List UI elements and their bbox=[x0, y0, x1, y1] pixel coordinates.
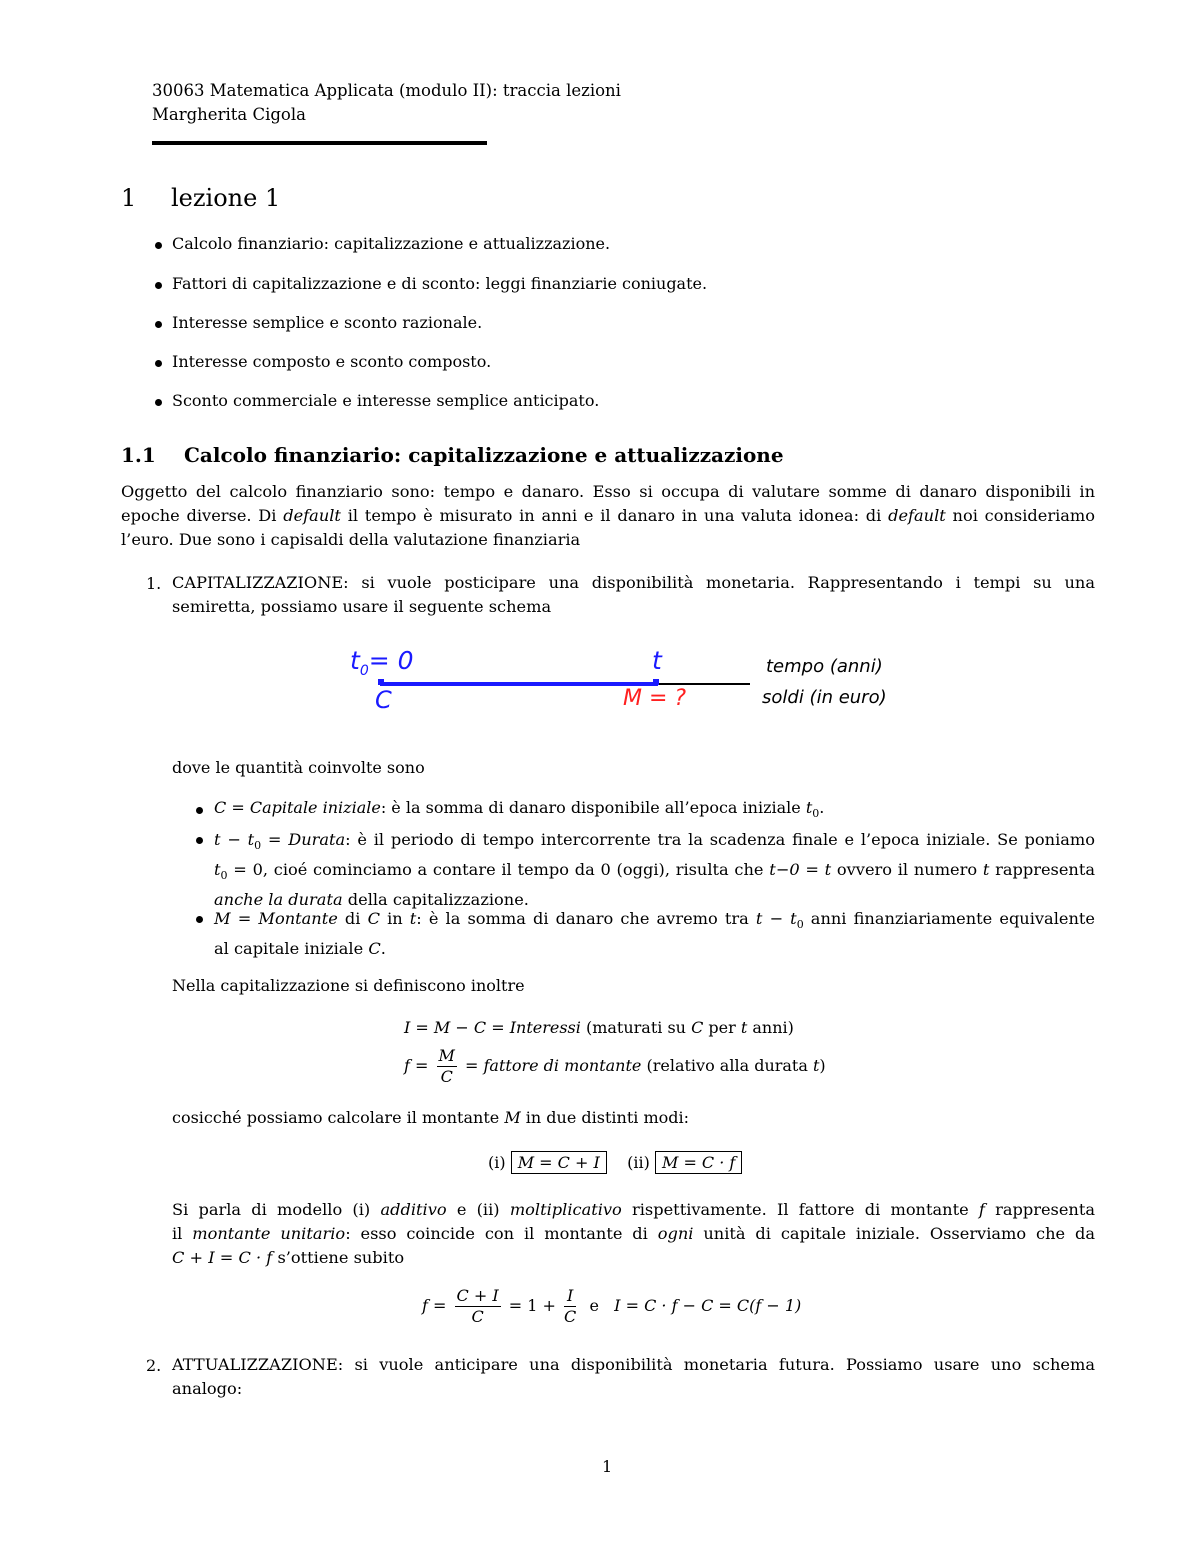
interest-equation: I = M − C = Interessi (maturati su C per t anni) bbox=[404, 1018, 794, 1037]
bullet-icon bbox=[155, 360, 162, 367]
factor-equation: f = $\frac{M}{C}$ = fattore di montante (relativo alla durata t) bbox=[404, 1046, 826, 1086]
subsection-number: 1.1 bbox=[121, 443, 156, 467]
additive-model-box: M = C + I bbox=[511, 1151, 607, 1174]
subsection-title: Calcolo finanziario: capitalizzazione e attualizzazione bbox=[184, 443, 784, 467]
bullet-icon bbox=[196, 837, 203, 844]
end-point bbox=[653, 679, 659, 685]
models-paragraph: Si parla di modello (i) additivo e (ii) moltiplicativo rispettivamente. Il fattore di montante f rappresenta il montante unitario: esso coincide con il montante di ogni unità di capitale iniziale. Osserviamo che da C + I = C · f s’ottiene subito bbox=[172, 1200, 1095, 1267]
item-number: 1. bbox=[146, 574, 162, 593]
money-caption: soldi (in euro) bbox=[762, 687, 887, 708]
list-item: Fattori di capitalizzazione e di sconto: leggi finanziarie coniugate. bbox=[172, 274, 708, 293]
course-header: 30063 Matematica Applicata (modulo II): traccia lezioni bbox=[152, 81, 621, 100]
item-line: analogo: bbox=[172, 1379, 243, 1398]
author-header: Margherita Cigola bbox=[152, 105, 306, 124]
bullet-icon bbox=[196, 807, 203, 814]
multiplicative-model-box: M = C · f bbox=[655, 1151, 742, 1174]
header-rule bbox=[152, 141, 487, 145]
bullet-icon bbox=[155, 242, 162, 249]
bullet-icon bbox=[196, 916, 203, 923]
montante-label: M = ? bbox=[623, 686, 687, 711]
bullet-icon bbox=[155, 321, 162, 328]
item-line: CAPITALIZZAZIONE: si vuole posticipare una disponibilità monetaria. Rappresentando i tempi su una bbox=[172, 573, 1095, 592]
section-title: lezione 1 bbox=[171, 184, 281, 212]
factor-derivation-equation: f = $\frac{C + I}{C}$ = 1 + $\frac{I}{C}$ e I = C · f − C = C(f − 1) bbox=[422, 1286, 802, 1326]
t0-label: $t_0= 0$ bbox=[350, 646, 414, 679]
duration-definition: $t - t_0$ = Durata: è il periodo di tempo intercorrente tra la scadenza finale e l’epoca iniziale. Se poniamo $t_0 = 0$, cioé cominciamo a contare il tempo da 0 (oggi), risulta che t−0 = t ovvero il numero t rappresenta anche la durata della capitalizzazione. bbox=[214, 830, 1095, 910]
list-item: Sconto commerciale e interesse semplice anticipato. bbox=[172, 391, 600, 410]
section-number: 1 bbox=[121, 184, 137, 212]
page-number: 1 bbox=[602, 1457, 613, 1476]
item-number: 2. bbox=[146, 1356, 162, 1375]
item-line: ATTUALIZZAZIONE: si vuole anticipare una disponibilità monetaria futura. Possiamo usare uno schema bbox=[172, 1355, 1095, 1374]
bullet-icon bbox=[155, 399, 162, 406]
montante-definition: M = Montante di C in t: è la somma di danaro che avremo tra $t - t_0$ anni finanziariamente equivalente al capitale iniziale C. bbox=[214, 909, 1095, 959]
models-row: (i) M = C + I (ii) M = C · f bbox=[488, 1151, 742, 1174]
intro-paragraph bbox=[121, 480, 1095, 552]
time-caption: tempo (anni) bbox=[766, 656, 883, 677]
intro-line: Oggetto del calcolo finanziario sono: tempo e danaro. Esso si occupa di valutare somme di danaro disponibili in bbox=[121, 482, 1095, 501]
list-item: Calcolo finanziario: capitalizzazione e attualizzazione. bbox=[172, 234, 611, 253]
t-label: t bbox=[652, 646, 662, 675]
start-point bbox=[378, 679, 384, 685]
bullet-icon bbox=[155, 282, 162, 289]
capital-definition: C = Capitale iniziale: è la somma di danaro disponibile all’epoca iniziale $t_0$. bbox=[214, 798, 825, 821]
capital-label: C bbox=[375, 686, 392, 714]
item-paragraph bbox=[172, 571, 1095, 619]
list-item: Interesse composto e sconto composto. bbox=[172, 352, 492, 371]
definitions-intro: Nella capitalizzazione si definiscono inoltre bbox=[172, 976, 525, 995]
item-paragraph bbox=[172, 1353, 1095, 1401]
item-line: semiretta, possiamo usare il seguente schema bbox=[172, 597, 552, 616]
intro-line: epoche diverse. Di default il tempo è misurato in anni e il danaro in una valuta idonea: di default noi consideriamo bbox=[121, 506, 1095, 525]
quantities-intro: dove le quantità coinvolte sono bbox=[172, 758, 425, 777]
calc-intro: cosicché possiamo calcolare il montante M in due distinti modi: bbox=[172, 1108, 690, 1127]
intro-line: l’euro. Due sono i capisaldi della valutazione finanziaria bbox=[121, 530, 581, 549]
list-item: Interesse semplice e sconto razionale. bbox=[172, 313, 483, 332]
